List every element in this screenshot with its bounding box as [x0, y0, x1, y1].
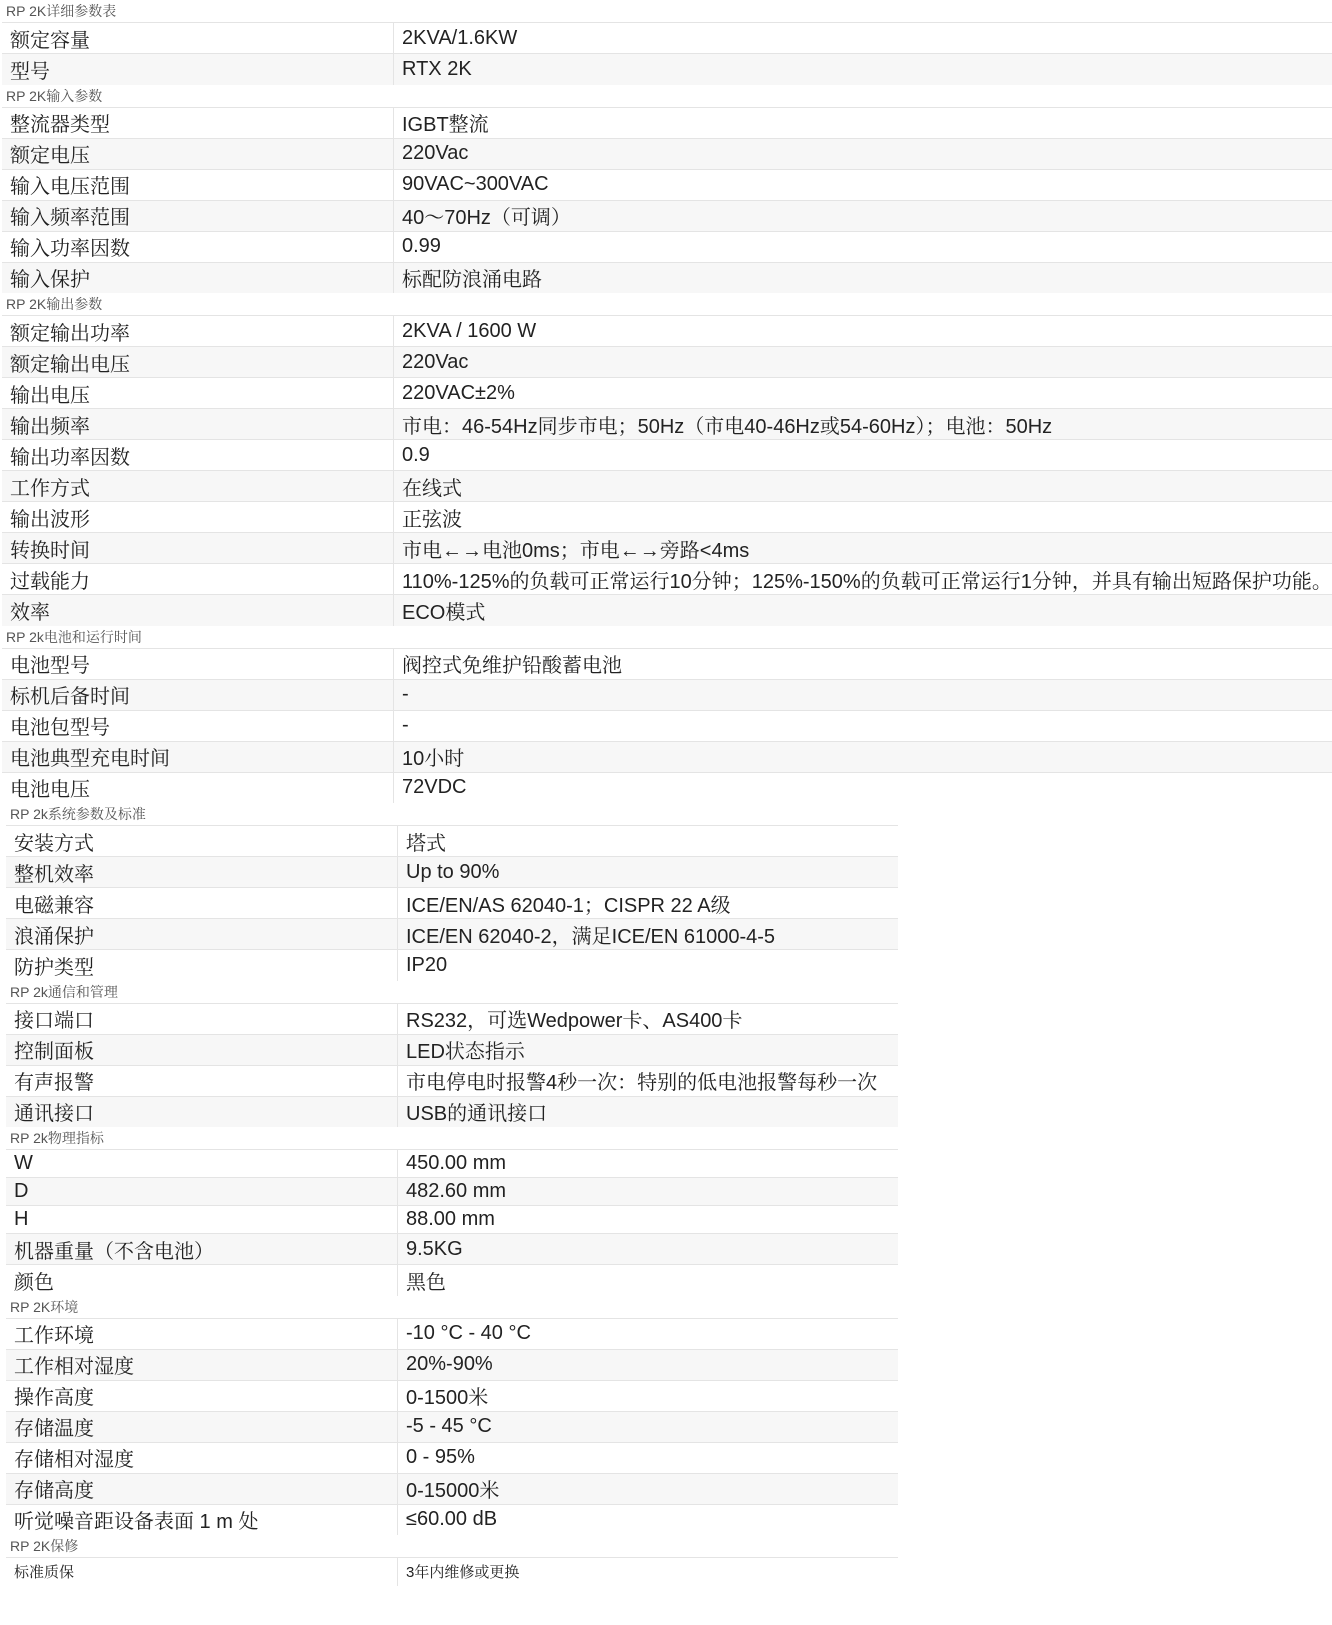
- param-value: ≤60.00 dB: [398, 1504, 899, 1535]
- param-value: RS232，可选Wedpower卡、AS400卡: [398, 1003, 899, 1034]
- table-row: [6, 1473, 898, 1504]
- param-name: 控制面板: [6, 1034, 398, 1065]
- param-name: 转换时间: [2, 533, 394, 564]
- param-value: RTX 2K: [394, 54, 1332, 85]
- param-name: 输入保护: [2, 262, 394, 293]
- param-name: 存储高度: [6, 1473, 398, 1504]
- param-name: 标准质保: [6, 1558, 398, 1586]
- table-row: [6, 1178, 898, 1206]
- param-value: IP20: [398, 950, 899, 981]
- param-value: 阀控式免维护铅酸蓄电池: [394, 648, 1332, 679]
- table-row: [6, 1411, 898, 1442]
- param-value: 0.9: [394, 440, 1332, 471]
- table-row: [6, 1096, 898, 1127]
- table-row: [6, 1265, 898, 1296]
- param-value: 塔式: [398, 826, 899, 857]
- param-value: USB的通讯接口: [398, 1096, 899, 1127]
- section-title: RP 2K保修: [10, 1538, 79, 1554]
- table-row: [6, 1349, 898, 1380]
- param-name: 机器重量（不含电池）: [6, 1234, 398, 1265]
- param-name: 输出电压: [2, 378, 394, 409]
- param-name: 工作环境: [6, 1318, 398, 1349]
- spec-table: [2, 107, 1332, 294]
- param-name: W: [6, 1150, 398, 1178]
- table-row: [6, 1150, 898, 1178]
- table-row: [2, 772, 1332, 803]
- table-row: [2, 23, 1332, 54]
- param-value: 市电停电时报警4秒一次：特别的低电池报警每秒一次: [398, 1065, 899, 1096]
- param-name: D: [6, 1178, 398, 1206]
- param-value: 450.00 mm: [398, 1150, 899, 1178]
- section-title: RP 2K环境: [10, 1298, 79, 1315]
- param-value: 黑色: [398, 1265, 899, 1296]
- table-row: [2, 595, 1332, 626]
- param-name: 存储温度: [6, 1411, 398, 1442]
- param-value: 220Vac: [394, 138, 1332, 169]
- param-value: 0-15000米: [398, 1473, 899, 1504]
- table-row: [2, 169, 1332, 200]
- param-name: 电磁兼容: [6, 888, 398, 919]
- param-value: LED状态指示: [398, 1034, 899, 1065]
- table-row: [2, 409, 1332, 440]
- table-row: [2, 138, 1332, 169]
- table-row: [2, 533, 1332, 564]
- table-row: [6, 1380, 898, 1411]
- section-title: RP 2K输出参数: [6, 296, 103, 312]
- param-name: 电池型号: [2, 648, 394, 679]
- param-name: 操作高度: [6, 1380, 398, 1411]
- param-name: 额定容量: [2, 23, 394, 54]
- table-row: [6, 857, 898, 888]
- section-title: RP 2k电池和运行时间: [6, 628, 142, 645]
- param-value: 市电：46-54Hz同步市电；50Hz（市电40-46Hz或54-60Hz）；电池：50Hz: [394, 409, 1332, 440]
- table-row: [6, 1504, 898, 1535]
- table-row: [6, 1318, 898, 1349]
- table-row: [2, 679, 1332, 710]
- spec-table: [2, 315, 1332, 626]
- table-row: [2, 231, 1332, 262]
- table-row: [2, 262, 1332, 293]
- param-value: 3年内维修或更换: [398, 1558, 899, 1586]
- param-value: 标配防浪涌电路: [394, 262, 1332, 293]
- param-name: 输出波形: [2, 502, 394, 533]
- section-physical: [0, 1127, 1332, 1296]
- table-row: [6, 1003, 898, 1034]
- param-name: 输出功率因数: [2, 440, 394, 471]
- param-value: 10小时: [394, 741, 1332, 772]
- table-row: [2, 502, 1332, 533]
- section-title: RP 2k通信和管理: [10, 983, 118, 1000]
- table-row: [6, 1234, 898, 1265]
- spec-table: [6, 1557, 898, 1586]
- param-value: 0.99: [394, 231, 1332, 262]
- table-row: [6, 1065, 898, 1096]
- param-name: 型号: [2, 54, 394, 85]
- param-name: 标机后备时间: [2, 679, 394, 710]
- table-row: [2, 564, 1332, 595]
- spec-table: [6, 1149, 898, 1296]
- param-value: IGBT整流: [394, 107, 1332, 138]
- section-system: [0, 803, 1332, 981]
- table-row: [2, 347, 1332, 378]
- section-warranty: [0, 1535, 1332, 1586]
- param-name: 额定输出功率: [2, 316, 394, 347]
- param-value: -10 °C - 40 °C: [398, 1318, 899, 1349]
- param-name: 整机效率: [6, 857, 398, 888]
- table-row: [2, 648, 1332, 679]
- table-row: [2, 54, 1332, 85]
- table-row: [6, 826, 898, 857]
- param-value: 0 - 95%: [398, 1442, 899, 1473]
- spec-table: [6, 825, 898, 981]
- param-value: -5 - 45 °C: [398, 1411, 899, 1442]
- section-output: [0, 293, 1332, 626]
- section-battery: [0, 626, 1332, 804]
- param-value: 220Vac: [394, 347, 1332, 378]
- param-value: 在线式: [394, 471, 1332, 502]
- section-title: RP 2K详细参数表: [6, 3, 117, 19]
- param-value: 2KVA/1.6KW: [394, 23, 1332, 54]
- param-name: 工作方式: [2, 471, 394, 502]
- table-row: [2, 440, 1332, 471]
- table-row: [2, 378, 1332, 409]
- table-row: [6, 888, 898, 919]
- table-row: [2, 200, 1332, 231]
- param-value: ICE/EN 62040-2，满足ICE/EN 61000-4-5: [398, 919, 899, 950]
- param-value: 20%-90%: [398, 1349, 899, 1380]
- param-name: 输入功率因数: [2, 231, 394, 262]
- param-name: 听觉噪音距设备表面 1 m 处: [6, 1504, 398, 1535]
- param-name: 安装方式: [6, 826, 398, 857]
- param-name: 存储相对湿度: [6, 1442, 398, 1473]
- param-value: 正弦波: [394, 502, 1332, 533]
- table-row: [6, 919, 898, 950]
- spec-table: [6, 1003, 898, 1128]
- param-value: 40～70Hz（可调）: [394, 200, 1332, 231]
- param-value: 90VAC~300VAC: [394, 169, 1332, 200]
- table-row: [6, 1442, 898, 1473]
- param-value: 220VAC±2%: [394, 378, 1332, 409]
- param-value: 市电←→电池0ms；市电←→旁路<4ms: [394, 533, 1332, 564]
- param-value: -: [394, 679, 1332, 710]
- param-name: 额定电压: [2, 138, 394, 169]
- param-name: 有声报警: [6, 1065, 398, 1096]
- table-row: [2, 710, 1332, 741]
- param-value: -: [394, 710, 1332, 741]
- param-value: ECO模式: [394, 595, 1332, 626]
- table-row: [6, 1558, 898, 1586]
- table-row: [6, 950, 898, 981]
- section-title: RP 2k系统参数及标准: [10, 806, 146, 822]
- param-name: 颜色: [6, 1265, 398, 1296]
- param-name: 电池典型充电时间: [2, 741, 394, 772]
- param-name: H: [6, 1206, 398, 1234]
- spec-table: [2, 22, 1332, 85]
- param-value: ICE/EN/AS 62040-1；CISPR 22 A级: [398, 888, 899, 919]
- section-input: [0, 85, 1332, 294]
- param-name: 效率: [2, 595, 394, 626]
- param-name: 电池包型号: [2, 710, 394, 741]
- param-name: 防护类型: [6, 950, 398, 981]
- section-title: RP 2k物理指标: [10, 1130, 104, 1146]
- param-value: 482.60 mm: [398, 1178, 899, 1206]
- param-value: 110%-125%的负载可正常运行10分钟；125%-150%的负载可正常运行1分钟，并具有输出短路保护功能。: [394, 564, 1332, 595]
- param-name: 整流器类型: [2, 107, 394, 138]
- param-value: Up to 90%: [398, 857, 899, 888]
- section-title: RP 2K输入参数: [6, 87, 103, 104]
- spec-table: [2, 648, 1332, 804]
- param-name: 额定输出电压: [2, 347, 394, 378]
- section-detail: [0, 0, 1332, 85]
- param-value: 0-1500米: [398, 1380, 899, 1411]
- param-name: 接口端口: [6, 1003, 398, 1034]
- table-row: [6, 1206, 898, 1234]
- table-row: [2, 741, 1332, 772]
- table-row: [2, 107, 1332, 138]
- param-value: 9.5KG: [398, 1234, 899, 1265]
- table-row: [2, 471, 1332, 502]
- param-name: 输出频率: [2, 409, 394, 440]
- param-value: 88.00 mm: [398, 1206, 899, 1234]
- param-name: 通讯接口: [6, 1096, 398, 1127]
- table-row: [6, 1034, 898, 1065]
- param-name: 浪涌保护: [6, 919, 398, 950]
- param-name: 工作相对湿度: [6, 1349, 398, 1380]
- section-communication: [0, 981, 1332, 1128]
- spec-table: [6, 1318, 898, 1536]
- param-name: 输入电压范围: [2, 169, 394, 200]
- param-name: 输入频率范围: [2, 200, 394, 231]
- param-value: 72VDC: [394, 772, 1332, 803]
- param-name: 过载能力: [2, 564, 394, 595]
- table-row: [2, 316, 1332, 347]
- param-value: 2KVA / 1600 W: [394, 316, 1332, 347]
- param-name: 电池电压: [2, 772, 394, 803]
- section-environment: [0, 1296, 1332, 1536]
